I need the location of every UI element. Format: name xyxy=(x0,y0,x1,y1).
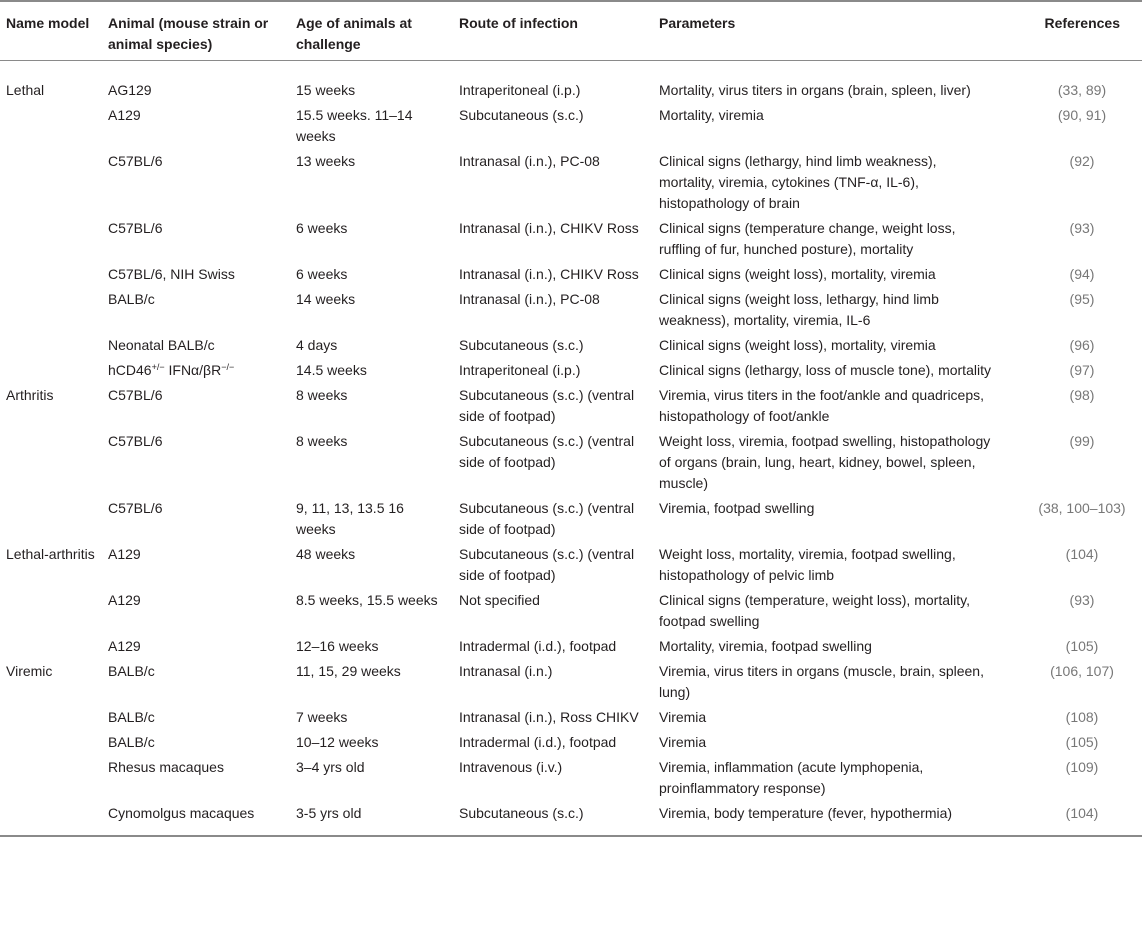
cell-route: Subcutaneous (s.c.) (ventral side of footpad) xyxy=(459,545,635,583)
header-references: References xyxy=(998,1,1142,60)
cell-route: Subcutaneous (s.c.) (ventral side of footpad) xyxy=(459,499,635,537)
cell-name-model xyxy=(0,429,102,496)
table-row xyxy=(0,216,1142,262)
cell-parameters: Clinical signs (temperature change, weight loss, ruffling of fur, hunched posture), mortality xyxy=(659,219,956,257)
cell-references xyxy=(998,542,1142,588)
header-animal: Animal (mouse strain or animal species) xyxy=(102,1,290,60)
table-row xyxy=(0,262,1142,287)
table-row xyxy=(0,730,1142,755)
reference-link[interactable]: (97) xyxy=(1069,361,1095,378)
cell-references xyxy=(998,333,1142,358)
cell-animal: A129 xyxy=(108,545,141,562)
cell-name-model xyxy=(0,333,102,358)
reference-link[interactable]: (105) xyxy=(1065,637,1099,654)
cell-parameters: Viremia, inflammation (acute lymphopenia, proinflammatory response) xyxy=(659,758,924,796)
cell-parameters: Weight loss, mortality, viremia, footpad swelling, histopathology of pelvic limb xyxy=(659,545,956,583)
cell-route: Subcutaneous (s.c.) xyxy=(459,336,584,353)
cell-route: Not specified xyxy=(459,591,540,608)
table-row xyxy=(0,287,1142,333)
cell-name-model: Lethal xyxy=(6,81,45,98)
cell-references xyxy=(998,588,1142,634)
cell-route: Intranasal (i.n.), PC-08 xyxy=(459,152,600,169)
cell-references xyxy=(998,429,1142,496)
cell-parameters: Mortality, virus titers in organs (brain, spleen, liver) xyxy=(659,81,971,98)
cell-references xyxy=(998,755,1142,801)
table-row xyxy=(0,755,1142,801)
cell-references xyxy=(998,634,1142,659)
cell-age: 12–16 weeks xyxy=(296,637,379,654)
cell-parameters: Mortality, viremia, footpad swelling xyxy=(659,637,872,654)
cell-name-model xyxy=(0,705,102,730)
table-row xyxy=(0,429,1142,496)
cell-route: Intranasal (i.n.), Ross CHIKV xyxy=(459,708,639,725)
cell-name-model xyxy=(0,755,102,801)
cell-name-model: Arthritis xyxy=(6,386,54,403)
cell-animal: BALB/c xyxy=(108,290,155,307)
cell-name-model xyxy=(0,287,102,333)
cell-name-model xyxy=(0,801,102,836)
reference-link[interactable]: (38, 100–103) xyxy=(1038,499,1126,516)
cell-route: Subcutaneous (s.c.) (ventral side of footpad) xyxy=(459,386,635,424)
cell-route: Intranasal (i.n.), PC-08 xyxy=(459,290,600,307)
cell-animal: C57BL/6, NIH Swiss xyxy=(108,265,235,282)
cell-route: Subcutaneous (s.c.) xyxy=(459,106,584,123)
cell-animal: Rhesus macaques xyxy=(108,758,224,775)
cell-route: Intranasal (i.n.) xyxy=(459,662,553,679)
cell-animal: C57BL/6 xyxy=(108,432,163,449)
genotype-superscript: +/− xyxy=(151,361,165,372)
table-body xyxy=(0,60,1142,836)
cell-references xyxy=(998,383,1142,429)
cell-animal: C57BL/6 xyxy=(108,499,163,516)
genotype-superscript: −/− xyxy=(221,361,235,372)
cell-age: 8 weeks xyxy=(296,386,348,403)
reference-link[interactable]: (90, 91) xyxy=(1057,106,1107,123)
reference-link[interactable]: (108) xyxy=(1065,708,1099,725)
cell-name-model xyxy=(0,730,102,755)
reference-link[interactable]: (93) xyxy=(1069,591,1095,608)
table-row xyxy=(0,634,1142,659)
reference-link[interactable]: (104) xyxy=(1065,545,1099,562)
cell-references xyxy=(998,659,1142,705)
table-row xyxy=(0,496,1142,542)
cell-parameters: Clinical signs (weight loss, lethargy, hind limb weakness), mortality, viremia, IL-6 xyxy=(659,290,939,328)
cell-route: Subcutaneous (s.c.) xyxy=(453,801,653,836)
cell-animal: A129 xyxy=(108,637,141,654)
cell-age: 8 weeks xyxy=(296,432,348,449)
cell-age: 14 weeks xyxy=(296,290,356,307)
cell-age: 11, 15, 29 weeks xyxy=(296,662,401,679)
cell-animal: BALB/c xyxy=(108,708,155,725)
cell-animal: AG129 xyxy=(108,81,152,98)
cell-parameters: Viremia, body temperature (fever, hypothermia) xyxy=(653,801,998,836)
header-parameters: Parameters xyxy=(653,1,998,60)
cell-animal: C57BL/6 xyxy=(108,219,163,236)
cell-route: Intraperitoneal (i.p.) xyxy=(459,361,581,378)
reference-link[interactable]: (104) xyxy=(1065,804,1099,821)
cell-animal: A129 xyxy=(108,106,141,123)
reference-link[interactable]: (94) xyxy=(1069,265,1095,282)
cell-age: 13 weeks xyxy=(296,152,356,169)
cell-route: Intranasal (i.n.), CHIKV Ross xyxy=(459,219,639,236)
table-row xyxy=(0,149,1142,216)
cell-age: 6 weeks xyxy=(296,265,348,282)
cell-route: Intradermal (i.d.), footpad xyxy=(459,637,617,654)
animal-name-part: hCD46 xyxy=(108,361,152,378)
cell-name-model xyxy=(0,358,102,383)
header-age: Age of animals at challenge xyxy=(290,1,453,60)
cell-name-model xyxy=(0,262,102,287)
cell-references xyxy=(998,730,1142,755)
cell-animal: C57BL/6 xyxy=(108,152,163,169)
cell-animal xyxy=(102,358,290,383)
reference-link[interactable]: (106, 107) xyxy=(1050,662,1114,679)
cell-references xyxy=(998,287,1142,333)
cell-age: 48 weeks xyxy=(296,545,356,562)
cell-parameters: Viremia xyxy=(659,733,707,750)
cell-age: 3-5 yrs old xyxy=(290,801,453,836)
table-header-row xyxy=(0,1,1142,60)
animal-name-part: IFNα/βR xyxy=(164,361,222,378)
table-row xyxy=(0,60,1142,103)
cell-route: Intravenous (i.v.) xyxy=(459,758,563,775)
cell-name-model xyxy=(0,103,102,149)
table-row xyxy=(0,383,1142,429)
cell-parameters: Clinical signs (weight loss), mortality, viremia xyxy=(659,336,936,353)
cell-parameters: Viremia xyxy=(659,708,707,725)
cell-age: 15.5 weeks. 11–14 weeks xyxy=(296,106,413,144)
reference-link[interactable]: (109) xyxy=(1065,758,1099,775)
cell-parameters: Clinical signs (lethargy, hind limb weakness), mortality, viremia, cytokines (TNF-α, IL-6), histopathology of brain xyxy=(659,152,937,211)
reference-link[interactable]: (105) xyxy=(1065,733,1099,750)
cell-references xyxy=(998,103,1142,149)
cell-references xyxy=(998,149,1142,216)
table-row xyxy=(0,659,1142,705)
cell-age: 15 weeks xyxy=(296,81,356,98)
cell-parameters: Clinical signs (temperature, weight loss), mortality, footpad swelling xyxy=(659,591,970,629)
cell-parameters: Viremia, virus titers in the foot/ankle and quadriceps, histopathology of foot/ankle xyxy=(659,386,985,424)
reference-link[interactable]: (33, 89) xyxy=(1057,81,1107,98)
reference-link[interactable]: (99) xyxy=(1069,432,1095,449)
cell-references xyxy=(998,358,1142,383)
cell-parameters: Clinical signs (lethargy, loss of muscle tone), mortality xyxy=(659,361,991,378)
cell-age: 7 weeks xyxy=(296,708,348,725)
reference-link[interactable]: (98) xyxy=(1069,386,1095,403)
reference-link[interactable]: (95) xyxy=(1069,290,1095,307)
cell-route: Intraperitoneal (i.p.) xyxy=(459,81,581,98)
cell-animal: Neonatal BALB/c xyxy=(108,336,215,353)
cell-parameters: Viremia, footpad swelling xyxy=(659,499,815,516)
cell-age: 10–12 weeks xyxy=(296,733,379,750)
table-row xyxy=(0,588,1142,634)
cell-age: 4 days xyxy=(296,336,338,353)
cell-animal: BALB/c xyxy=(108,733,155,750)
cell-route: Subcutaneous (s.c.) (ventral side of footpad) xyxy=(459,432,635,470)
cell-route: Intranasal (i.n.), CHIKV Ross xyxy=(459,265,639,282)
header-name-model: Name model xyxy=(0,1,102,60)
cell-age: 8.5 weeks, 15.5 weeks xyxy=(296,591,438,608)
table-row xyxy=(0,801,1142,836)
cell-route: Intradermal (i.d.), footpad xyxy=(459,733,617,750)
cell-age: 14.5 weeks xyxy=(296,361,367,378)
cell-animal: BALB/c xyxy=(108,662,155,679)
cell-age: 3–4 yrs old xyxy=(296,758,365,775)
cell-parameters: Viremia, virus titers in organs (muscle, brain, spleen, lung) xyxy=(659,662,984,700)
cell-name-model xyxy=(0,634,102,659)
table-row xyxy=(0,542,1142,588)
cell-references xyxy=(998,60,1142,103)
cell-animal: A129 xyxy=(108,591,141,608)
cell-references xyxy=(998,216,1142,262)
reference-link[interactable]: (96) xyxy=(1069,336,1095,353)
cell-age: 6 weeks xyxy=(296,219,348,236)
cell-name-model: Lethal-arthritis xyxy=(6,545,95,562)
reference-link[interactable]: (92) xyxy=(1069,152,1095,169)
cell-parameters: Weight loss, viremia, footpad swelling, histopathology of organs (brain, lung, heart, kidney, bowel, spleen, muscle) xyxy=(659,432,991,491)
cell-parameters: Mortality, viremia xyxy=(659,106,764,123)
cell-references xyxy=(998,262,1142,287)
cell-references xyxy=(998,705,1142,730)
cell-name-model xyxy=(0,588,102,634)
cell-age: 9, 11, 13, 13.5 16 weeks xyxy=(296,499,404,537)
cell-name-model xyxy=(0,149,102,216)
cell-name-model: Viremic xyxy=(6,662,53,679)
cell-name-model xyxy=(0,216,102,262)
table-row xyxy=(0,705,1142,730)
table-row xyxy=(0,358,1142,383)
cell-references xyxy=(998,801,1142,836)
cell-name-model xyxy=(0,496,102,542)
cell-animal: Cynomolgus macaques xyxy=(102,801,290,836)
cell-references xyxy=(998,496,1142,542)
header-route: Route of infection xyxy=(453,1,653,60)
cell-animal: C57BL/6 xyxy=(108,386,163,403)
table-row xyxy=(0,333,1142,358)
reference-link[interactable]: (93) xyxy=(1069,219,1095,236)
table-row xyxy=(0,103,1142,149)
cell-parameters: Clinical signs (weight loss), mortality, viremia xyxy=(659,265,936,282)
